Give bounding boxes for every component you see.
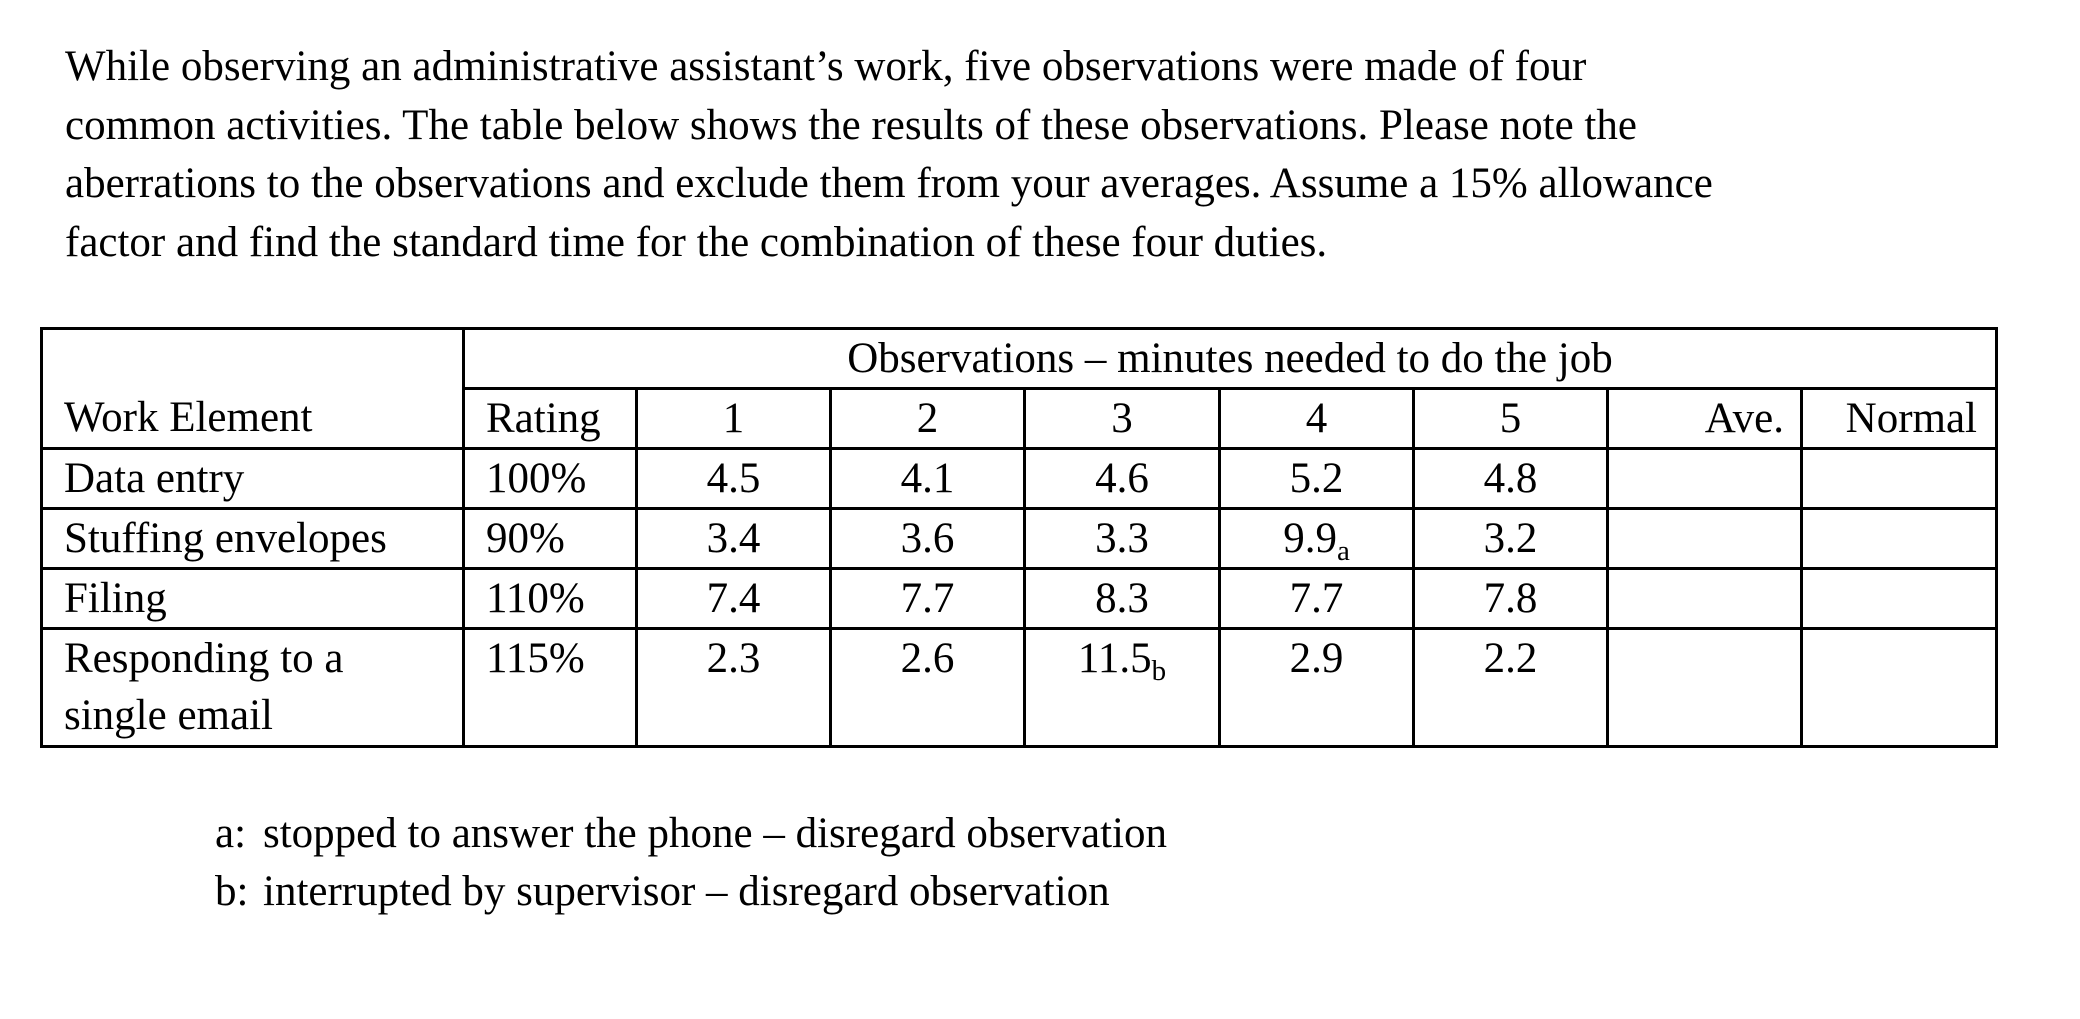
observation-cell bbox=[1220, 629, 1414, 747]
normal-cell bbox=[1802, 449, 1997, 509]
observation-value: 2.2 bbox=[1483, 635, 1538, 682]
average-cell bbox=[1608, 449, 1802, 509]
normal-cell bbox=[1802, 629, 1997, 747]
work-element-cell: Filing bbox=[42, 569, 464, 629]
observation-value: 4.8 bbox=[1483, 455, 1538, 502]
problem-statement bbox=[65, 38, 2055, 272]
observation-cell bbox=[831, 629, 1025, 747]
footnote-key: b: bbox=[215, 868, 249, 915]
observation-value: 2.3 bbox=[706, 635, 761, 682]
work-element-cell: Data entry bbox=[42, 449, 464, 509]
table-row bbox=[42, 569, 1997, 629]
rating-cell: 115% bbox=[464, 629, 637, 747]
work-element-cell: Stuffing envelopes bbox=[42, 509, 464, 569]
observation-value: 2.6 bbox=[900, 635, 955, 682]
footnote-marker: b bbox=[1151, 655, 1167, 687]
observation-number-header: 2 bbox=[831, 389, 1025, 449]
observation-value: 5.2 bbox=[1289, 455, 1344, 502]
observation-cell bbox=[1025, 449, 1220, 509]
observation-cell bbox=[637, 569, 831, 629]
rating-header: Rating bbox=[464, 389, 637, 449]
footnote-marker: a bbox=[1336, 535, 1350, 567]
observation-number-header: 5 bbox=[1414, 389, 1608, 449]
average-cell bbox=[1608, 569, 1802, 629]
footnotes bbox=[215, 805, 1167, 921]
average-cell bbox=[1608, 509, 1802, 569]
observation-cell bbox=[831, 449, 1025, 509]
observation-value: 9.9 bbox=[1283, 515, 1337, 562]
observation-value: 4.6 bbox=[1095, 455, 1149, 502]
normal-header: Normal bbox=[1802, 389, 1997, 449]
footnote-text: interrupted by supervisor – disregard observation bbox=[263, 868, 1110, 915]
observation-cell bbox=[1414, 629, 1608, 747]
footnote-b bbox=[215, 863, 1167, 921]
rating-cell: 100% bbox=[464, 449, 637, 509]
observation-cell bbox=[637, 509, 831, 569]
problem-line: aberrations to the observations and exclude them from your averages. Assume a 15% allowance bbox=[65, 160, 1713, 207]
observation-cell bbox=[1414, 449, 1608, 509]
observation-cell bbox=[1025, 509, 1220, 569]
observation-cell bbox=[831, 509, 1025, 569]
header-corner-cell bbox=[42, 329, 464, 389]
observation-value: 8.3 bbox=[1095, 575, 1149, 622]
observation-cell bbox=[1220, 569, 1414, 629]
observations-header: Observations – minutes needed to do the job bbox=[464, 329, 1997, 389]
observation-value: 3.4 bbox=[706, 515, 761, 562]
work-element-line: single email bbox=[64, 692, 273, 739]
observation-cell bbox=[1220, 449, 1414, 509]
observation-value: 11.5 bbox=[1077, 635, 1152, 682]
table-row bbox=[42, 449, 1997, 509]
problem-line: common activities. The table below shows the results of these observations. Please note the bbox=[65, 101, 1637, 149]
observation-value: 2.9 bbox=[1289, 635, 1344, 682]
observation-cell bbox=[1220, 509, 1414, 569]
observation-cell bbox=[637, 629, 831, 747]
observation-value: 7.4 bbox=[706, 575, 761, 622]
observation-value: 4.5 bbox=[706, 455, 761, 502]
observation-number-header: 3 bbox=[1025, 389, 1220, 449]
observation-value: 4.1 bbox=[900, 455, 955, 502]
average-cell bbox=[1608, 629, 1802, 747]
work-element-header: Work Element bbox=[42, 389, 464, 449]
work-element-cell bbox=[42, 629, 464, 747]
work-element-line: Responding to a bbox=[64, 635, 344, 682]
footnote-a bbox=[215, 805, 1167, 863]
observation-cell bbox=[1025, 569, 1220, 629]
average-header: Ave. bbox=[1608, 389, 1802, 449]
observations-header-row bbox=[42, 329, 1997, 389]
observation-value: 3.2 bbox=[1483, 515, 1538, 562]
observation-cell bbox=[1025, 629, 1220, 747]
observation-value: 7.7 bbox=[900, 575, 955, 622]
observation-cell bbox=[637, 449, 831, 509]
observation-cell bbox=[831, 569, 1025, 629]
normal-cell bbox=[1802, 569, 1997, 629]
observation-number-header: 4 bbox=[1220, 389, 1414, 449]
observation-cell bbox=[1414, 569, 1608, 629]
column-header-row bbox=[42, 389, 1997, 449]
observations-table bbox=[40, 327, 1998, 748]
problem-line: factor and find the standard time for the combination of these four duties. bbox=[65, 218, 1328, 266]
problem-line: While observing an administrative assistant’s work, five observations were made of four bbox=[65, 43, 1587, 90]
observation-value: 3.6 bbox=[900, 515, 955, 562]
observation-cell bbox=[1414, 509, 1608, 569]
rating-cell: 90% bbox=[464, 509, 637, 569]
observation-value: 3.3 bbox=[1095, 515, 1149, 562]
observation-value: 7.8 bbox=[1483, 575, 1538, 622]
normal-cell bbox=[1802, 509, 1997, 569]
rating-cell: 110% bbox=[464, 569, 637, 629]
table-row bbox=[42, 629, 1997, 747]
observation-number-header: 1 bbox=[637, 389, 831, 449]
observation-value: 7.7 bbox=[1289, 575, 1344, 622]
table-row bbox=[42, 509, 1997, 569]
footnote-key: a: bbox=[215, 810, 247, 857]
footnote-text: stopped to answer the phone – disregard observation bbox=[263, 810, 1167, 857]
